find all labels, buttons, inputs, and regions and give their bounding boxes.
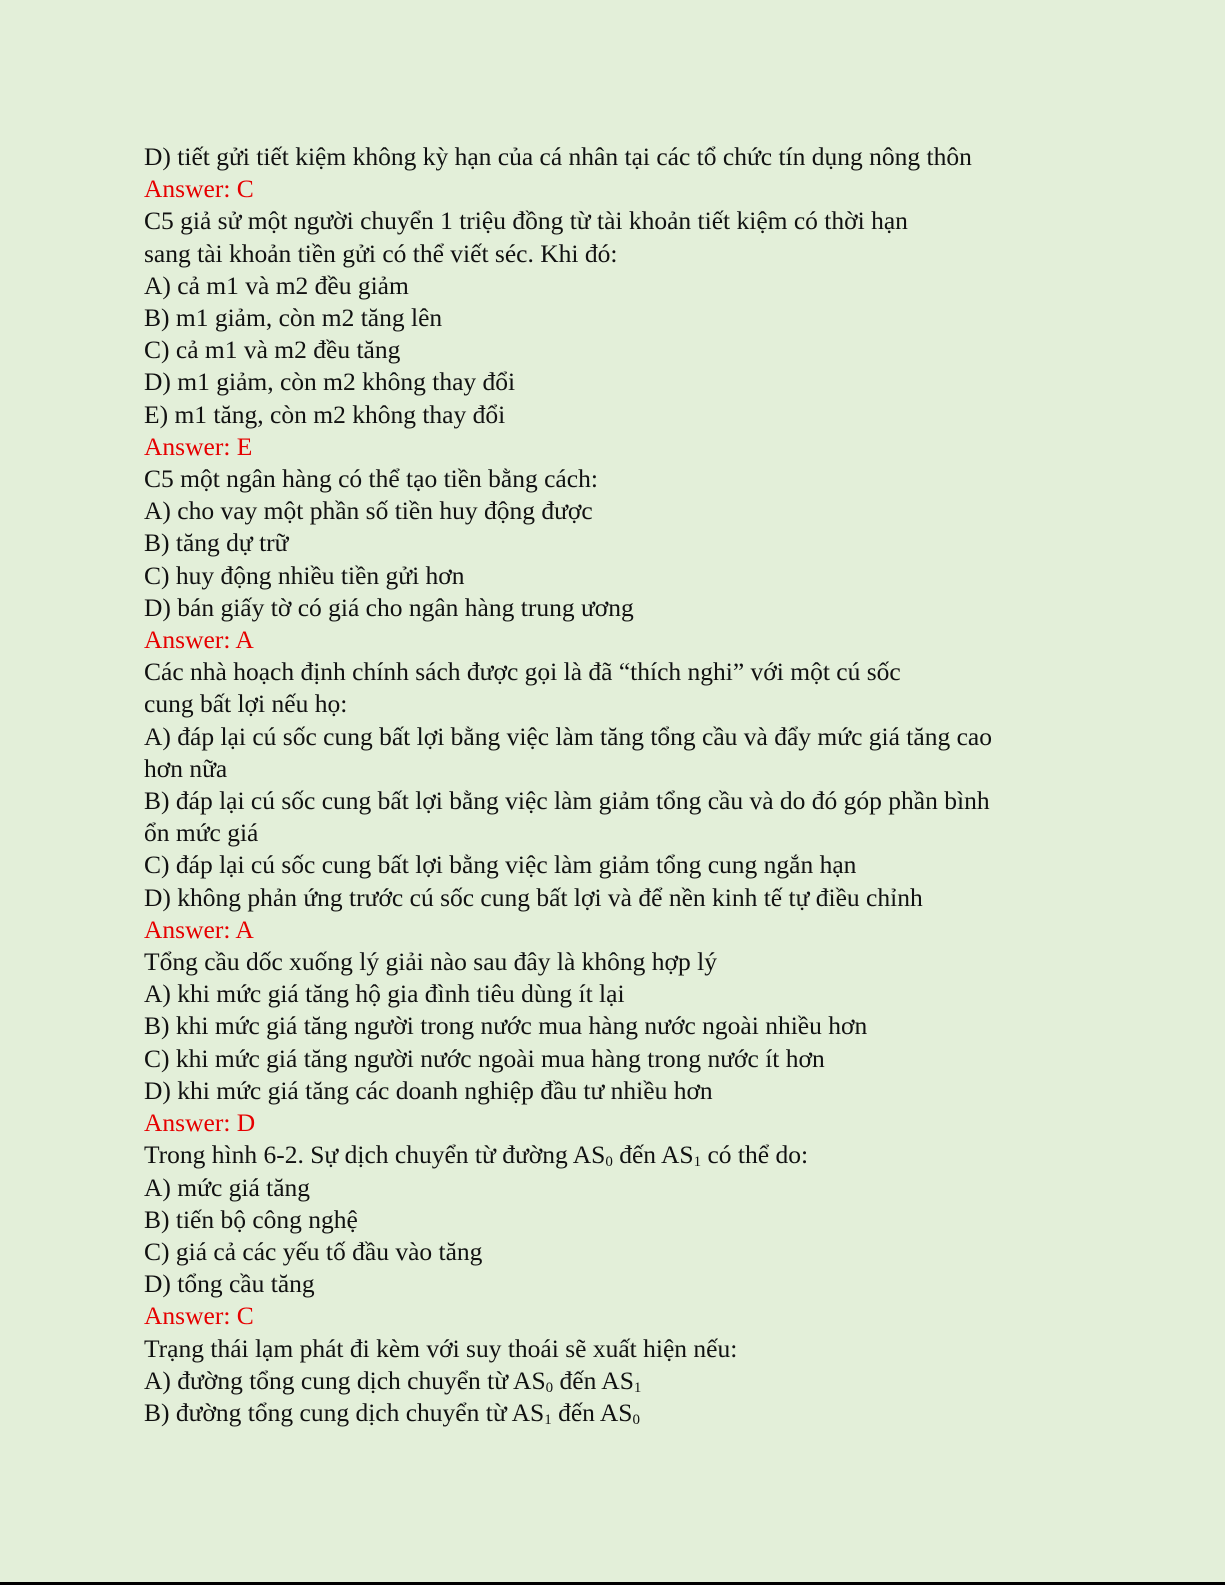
text-line: E) m1 tăng, còn m2 không thay đổi bbox=[144, 399, 506, 429]
text-line: A) mức giá tăng bbox=[144, 1172, 311, 1202]
text-line: C) khi mức giá tăng người nước ngoài mua hàng trong nước ít hơn bbox=[144, 1043, 825, 1073]
text-line: A) cho vay một phần số tiền huy động được bbox=[144, 496, 593, 526]
answer-line: Answer: D bbox=[144, 1108, 256, 1138]
text-line: B) khi mức giá tăng người trong nước mua hàng nước ngoài nhiều hơn bbox=[144, 1011, 868, 1041]
text-line: C) cả m1 và m2 đều tăng bbox=[144, 335, 401, 365]
text-line: D) khi mức giá tăng các doanh nghiệp đầu tư nhiều hơn bbox=[144, 1075, 713, 1105]
text-line: B) m1 giảm, còn m2 tăng lên bbox=[144, 303, 443, 333]
text-line: A) đường tổng cung dịch chuyển từ $AS_0$ đến $AS_1$ bbox=[144, 1365, 642, 1396]
text-line: B) đáp lại cú sốc cung bất lợi bằng việc làm giảm tổng cầu và do đó góp phần bình bbox=[144, 786, 990, 816]
text-line: C5 một ngân hàng có thể tạo tiền bằng cách: bbox=[144, 464, 598, 494]
text-line: Các nhà hoạch định chính sách được gọi là đã “thích nghi” với một cú sốc bbox=[144, 657, 901, 687]
answer-line: Answer: E bbox=[144, 431, 253, 461]
text-line: A) khi mức giá tăng hộ gia đình tiêu dùng ít lại bbox=[144, 979, 625, 1009]
text-line: Tổng cầu dốc xuống lý giải nào sau đây là không hợp lý bbox=[144, 947, 717, 977]
answer-line: Answer: C bbox=[144, 174, 254, 204]
text-line: cung bất lợi nếu họ: bbox=[144, 689, 348, 719]
answer-line: Answer: A bbox=[144, 914, 254, 944]
text-line: sang tài khoản tiền gửi có thể viết séc. Khi đó: bbox=[144, 238, 618, 268]
text-line: ổn mức giá bbox=[144, 818, 259, 848]
answer-line: Answer: A bbox=[144, 625, 254, 655]
text-line: C5 giả sử một người chuyển 1 triệu đồng từ tài khoản tiết kiệm có thời hạn bbox=[144, 206, 908, 236]
text-line: D) bán giấy tờ có giá cho ngân hàng trung ương bbox=[144, 592, 634, 622]
text-line: hơn nữa bbox=[144, 753, 228, 783]
document-page bbox=[144, 141, 1144, 1429]
text-line: Trong hình 6-2. Sự dịch chuyển từ đường $AS_0$ đến $AS_1$ có thể do: bbox=[144, 1140, 809, 1171]
text-line: C) huy động nhiều tiền gửi hơn bbox=[144, 560, 465, 590]
text-line: D) không phản ứng trước cú sốc cung bất lợi và để nền kinh tế tự điều chỉnh bbox=[144, 882, 923, 912]
text-line: D) tiết gửi tiết kiệm không kỳ hạn của cá nhân tại các tổ chức tín dụng nông thôn bbox=[144, 142, 972, 171]
text-line: B) tăng dự trữ bbox=[144, 528, 289, 558]
text-line: A) cả m1 và m2 đều giảm bbox=[144, 270, 409, 300]
text-line: B) đường tổng cung dịch chuyển từ $AS_1$ đến $AS_0$ bbox=[144, 1397, 640, 1428]
text-line: D) tổng cầu tăng bbox=[144, 1269, 315, 1299]
text-line: A) đáp lại cú sốc cung bất lợi bằng việc làm tăng tổng cầu và đẩy mức giá tăng cao bbox=[144, 721, 992, 751]
text-line: C) đáp lại cú sốc cung bất lợi bằng việc làm giảm tổng cung ngắn hạn bbox=[144, 850, 857, 880]
text-line: C) giá cả các yếu tố đầu vào tăng bbox=[144, 1236, 483, 1266]
text-line: D) m1 giảm, còn m2 không thay đổi bbox=[144, 367, 516, 397]
answer-line: Answer: C bbox=[144, 1301, 254, 1331]
text-line: Trạng thái lạm phát đi kèm với suy thoái sẽ xuất hiện nếu: bbox=[144, 1333, 738, 1363]
text-line: B) tiến bộ công nghệ bbox=[144, 1204, 358, 1234]
